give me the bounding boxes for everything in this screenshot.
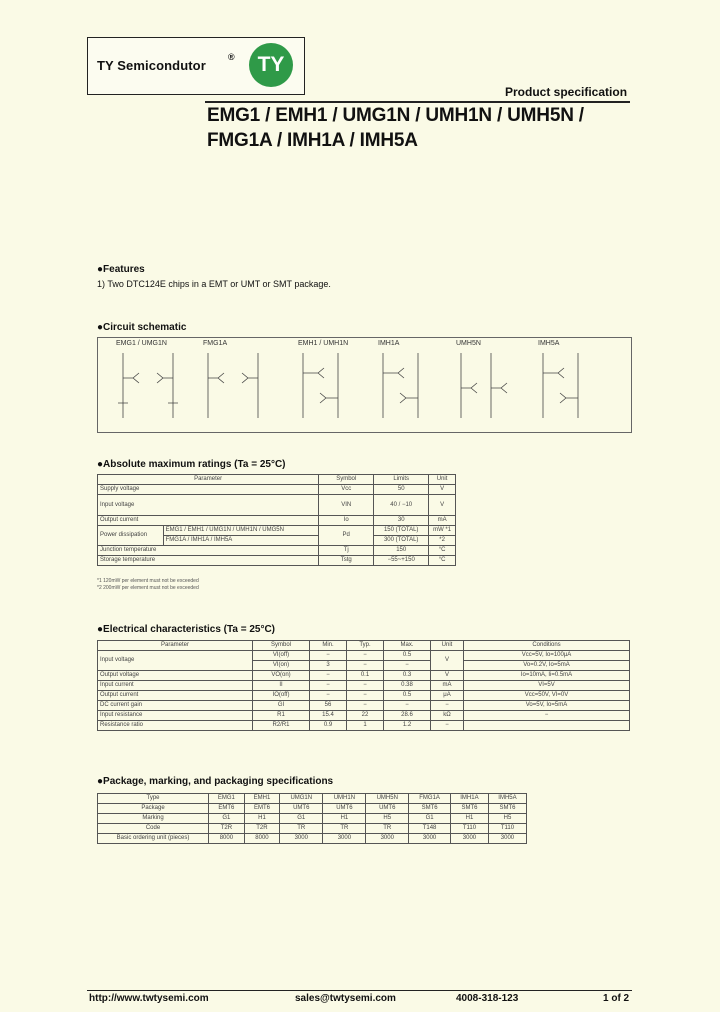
table-cell: R2/R1 bbox=[253, 721, 310, 731]
table-cell: Vcc bbox=[319, 485, 374, 495]
table-cell: TR bbox=[366, 824, 409, 834]
table-cell: − bbox=[384, 701, 431, 711]
table-row bbox=[98, 671, 630, 681]
table-header: Symbol bbox=[319, 475, 374, 485]
table-cell: Io=10mA, Ii=0.5mA bbox=[464, 671, 630, 681]
table-row bbox=[98, 556, 456, 566]
table-cell: 22 bbox=[347, 711, 384, 721]
table-cell: H5 bbox=[366, 814, 409, 824]
table-cell: 1.2 bbox=[384, 721, 431, 731]
table-cell: EMT6 bbox=[244, 804, 279, 814]
table-cell: − bbox=[347, 661, 384, 671]
transistor-pair-5 bbox=[461, 353, 507, 418]
schem-label: IMH1A bbox=[378, 340, 400, 347]
table-cell: VI(on) bbox=[253, 661, 310, 671]
table-cell: SMT6 bbox=[409, 804, 451, 814]
table-cell: H1 bbox=[244, 814, 279, 824]
table-cell: Tj bbox=[319, 546, 374, 556]
table-cell: Vo=5V, Io=5mA bbox=[464, 701, 630, 711]
table-row bbox=[98, 794, 527, 804]
table-row bbox=[98, 526, 456, 536]
table-cell: EMH1 bbox=[244, 794, 279, 804]
table-row bbox=[98, 681, 630, 691]
table-row bbox=[98, 721, 630, 731]
table-cell: 8000 bbox=[244, 834, 279, 844]
table-cell: VIN bbox=[319, 495, 374, 516]
table-cell: EMG1 bbox=[209, 794, 245, 804]
table-row bbox=[98, 495, 456, 516]
table-cell: μA bbox=[431, 691, 464, 701]
table-cell: − bbox=[347, 651, 384, 661]
table-cell: − bbox=[347, 691, 384, 701]
table-header: Unit bbox=[431, 641, 464, 651]
table-cell: 3000 bbox=[450, 834, 488, 844]
page-title-line2: FMG1A / IMH1A / IMH5A bbox=[207, 130, 418, 151]
table-cell: T148 bbox=[409, 824, 451, 834]
table-header: Conditions bbox=[464, 641, 630, 651]
table-cell bbox=[464, 721, 630, 731]
table-header: Limits bbox=[374, 475, 429, 485]
table-cell: Basic ordering unit (pieces) bbox=[98, 834, 209, 844]
circuit-schematic bbox=[97, 337, 632, 433]
table-row bbox=[98, 701, 630, 711]
table-cell: Input resistance bbox=[98, 711, 253, 721]
pkg-table bbox=[97, 793, 527, 844]
table-cell: 150 (TOTAL) bbox=[374, 526, 429, 536]
table-cell: °C bbox=[429, 556, 456, 566]
schem-label: FMG1A bbox=[203, 340, 228, 347]
header-divider bbox=[205, 101, 630, 103]
table-cell: Vcc=50V, VI=0V bbox=[464, 691, 630, 701]
table-cell: 50 bbox=[374, 485, 429, 495]
table-cell: 0.9 bbox=[310, 721, 347, 731]
company-name: TY Semicondutor bbox=[97, 58, 206, 73]
table-cell: Type bbox=[98, 794, 209, 804]
table-header-row bbox=[98, 475, 456, 485]
table-cell: Pd bbox=[319, 526, 374, 546]
table-cell: 3000 bbox=[409, 834, 451, 844]
table-cell: − bbox=[347, 681, 384, 691]
ty-logo-icon: TY bbox=[249, 43, 293, 87]
table-cell: *2 bbox=[429, 536, 456, 546]
table-header: Min. bbox=[310, 641, 347, 651]
table-cell: UMH5N bbox=[366, 794, 409, 804]
table-row bbox=[98, 516, 456, 526]
table-cell: − bbox=[347, 701, 384, 711]
table-cell: H1 bbox=[450, 814, 488, 824]
table-cell: 0.3 bbox=[384, 671, 431, 681]
table-cell: EMT6 bbox=[209, 804, 245, 814]
table-cell: 30 bbox=[374, 516, 429, 526]
schem-label: UMH5N bbox=[456, 340, 481, 347]
table-cell: °C bbox=[429, 546, 456, 556]
table-cell: DC current gain bbox=[98, 701, 253, 711]
table-cell: 0.38 bbox=[384, 681, 431, 691]
footer-divider bbox=[87, 990, 632, 991]
table-cell: Vo=0.2V, Io=5mA bbox=[464, 661, 630, 671]
abs-max-table bbox=[97, 474, 456, 566]
table-cell: V bbox=[429, 485, 456, 495]
table-cell: IMH1A bbox=[450, 794, 488, 804]
table-cell: 8000 bbox=[209, 834, 245, 844]
table-cell: IO(off) bbox=[253, 691, 310, 701]
table-cell: 3000 bbox=[488, 834, 526, 844]
registered-mark: ® bbox=[228, 52, 235, 62]
table-cell: VI(off) bbox=[253, 651, 310, 661]
table-cell: 56 bbox=[310, 701, 347, 711]
abs-max-note: *2 200mW per element must not be exceeded bbox=[97, 585, 199, 591]
table-cell: Input current bbox=[98, 681, 253, 691]
table-cell: − bbox=[464, 711, 630, 721]
table-cell: SMT6 bbox=[488, 804, 526, 814]
table-cell: mW *1 bbox=[429, 526, 456, 536]
table-cell: mA bbox=[431, 681, 464, 691]
table-cell: 3000 bbox=[366, 834, 409, 844]
table-row bbox=[98, 824, 527, 834]
table-cell: H1 bbox=[323, 814, 366, 824]
doc-type: Product specification bbox=[505, 85, 628, 99]
table-cell: T110 bbox=[450, 824, 488, 834]
table-cell: Junction temperature bbox=[98, 546, 319, 556]
table-cell: G1 bbox=[280, 814, 323, 824]
table-cell: Power dissipation bbox=[98, 526, 164, 546]
table-cell: Package bbox=[98, 804, 209, 814]
table-cell: kΩ bbox=[431, 711, 464, 721]
features-heading: ●Features bbox=[97, 264, 145, 275]
table-cell: SMT6 bbox=[450, 804, 488, 814]
table-header: Parameter bbox=[98, 475, 319, 485]
table-cell: 3 bbox=[310, 661, 347, 671]
page-title-line1: EMG1 / EMH1 / UMG1N / UMH1N / UMH5N / bbox=[207, 105, 584, 126]
table-cell: − bbox=[310, 691, 347, 701]
table-cell: UMG1N bbox=[280, 794, 323, 804]
table-cell: − bbox=[384, 661, 431, 671]
table-cell: T2R bbox=[209, 824, 245, 834]
footer-phone: 4008-318-123 bbox=[456, 993, 519, 1004]
table-cell: Output voltage bbox=[98, 671, 253, 681]
table-cell: 1 bbox=[347, 721, 384, 731]
table-cell: 40 / −10 bbox=[374, 495, 429, 516]
table-cell: Input voltage bbox=[98, 495, 319, 516]
footer-url[interactable]: http://www.twtysemi.com bbox=[89, 993, 209, 1004]
schematic-drawing bbox=[98, 348, 631, 432]
table-header: Max. bbox=[384, 641, 431, 651]
table-cell: V bbox=[431, 651, 464, 671]
table-cell: Tstg bbox=[319, 556, 374, 566]
table-cell: Supply voltage bbox=[98, 485, 319, 495]
table-header: Symbol bbox=[253, 641, 310, 651]
elec-heading: ●Electrical characteristics (Ta = 25°C) bbox=[97, 624, 275, 635]
table-cell: V bbox=[429, 495, 456, 516]
table-cell: 3000 bbox=[323, 834, 366, 844]
features-item: 1) Two DTC124E chips in a EMT or UMT or SMT package. bbox=[97, 279, 331, 289]
table-cell: Marking bbox=[98, 814, 209, 824]
schem-label: IMH5A bbox=[538, 340, 560, 347]
abs-max-heading: ●Absolute maximum ratings (Ta = 25°C) bbox=[97, 459, 286, 470]
table-cell: Input voltage bbox=[98, 651, 253, 671]
schematic-heading: ●Circuit schematic bbox=[97, 322, 187, 333]
abs-max-note: *1 120mW per element must not be exceeded bbox=[97, 578, 199, 584]
table-cell: Storage temperature bbox=[98, 556, 319, 566]
table-cell: Io bbox=[319, 516, 374, 526]
transistor-pair-1 bbox=[118, 353, 178, 418]
table-cell: TR bbox=[280, 824, 323, 834]
table-cell: − bbox=[431, 701, 464, 711]
table-cell: 150 bbox=[374, 546, 429, 556]
pkg-heading: ●Package, marking, and packaging specifications bbox=[97, 776, 334, 787]
table-cell: VO(on) bbox=[253, 671, 310, 681]
table-cell: 3000 bbox=[280, 834, 323, 844]
table-cell: EMG1 / EMH1 / UMG1N / UMH1N / UMG5N bbox=[163, 526, 319, 536]
table-cell: Resistance ratio bbox=[98, 721, 253, 731]
table-cell: 0.1 bbox=[347, 671, 384, 681]
table-cell: IMH5A bbox=[488, 794, 526, 804]
table-cell: 0.5 bbox=[384, 651, 431, 661]
table-cell: FMG1A / IMH1A / IMH5A bbox=[163, 536, 319, 546]
table-header: Unit bbox=[429, 475, 456, 485]
table-row bbox=[98, 485, 456, 495]
table-cell: Vcc=5V, Io=100μA bbox=[464, 651, 630, 661]
table-row bbox=[98, 711, 630, 721]
table-cell: TR bbox=[323, 824, 366, 834]
transistor-pair-6 bbox=[543, 353, 578, 418]
table-cell: Output current bbox=[98, 691, 253, 701]
table-cell: 28.6 bbox=[384, 711, 431, 721]
table-row bbox=[98, 546, 456, 556]
table-row bbox=[98, 834, 527, 844]
table-row bbox=[98, 651, 630, 661]
table-cell: VI=5V bbox=[464, 681, 630, 691]
table-row bbox=[98, 814, 527, 824]
table-cell: UMT6 bbox=[280, 804, 323, 814]
table-cell: G1 bbox=[209, 814, 245, 824]
table-cell: − bbox=[310, 651, 347, 661]
table-cell: UMT6 bbox=[366, 804, 409, 814]
table-header-row bbox=[98, 641, 630, 651]
table-row bbox=[98, 804, 527, 814]
table-cell: 300 (TOTAL) bbox=[374, 536, 429, 546]
table-cell: T2R bbox=[244, 824, 279, 834]
table-cell: UMH1N bbox=[323, 794, 366, 804]
table-row bbox=[98, 691, 630, 701]
table-cell: − bbox=[431, 721, 464, 731]
table-cell: GI bbox=[253, 701, 310, 711]
table-cell: UMT6 bbox=[323, 804, 366, 814]
table-cell: 15.4 bbox=[310, 711, 347, 721]
table-cell: II bbox=[253, 681, 310, 691]
transistor-pair-3 bbox=[303, 353, 338, 418]
table-header: Parameter bbox=[98, 641, 253, 651]
transistor-pair-4 bbox=[383, 353, 418, 418]
transistor-pair-2 bbox=[208, 353, 258, 418]
table-cell: Code bbox=[98, 824, 209, 834]
table-cell: −55~+150 bbox=[374, 556, 429, 566]
table-cell: H5 bbox=[488, 814, 526, 824]
table-cell: V bbox=[431, 671, 464, 681]
table-cell: Output current bbox=[98, 516, 319, 526]
table-header: Typ. bbox=[347, 641, 384, 651]
table-cell: − bbox=[310, 671, 347, 681]
table-cell: T110 bbox=[488, 824, 526, 834]
table-cell: R1 bbox=[253, 711, 310, 721]
table-cell: 0.5 bbox=[384, 691, 431, 701]
table-cell: − bbox=[310, 681, 347, 691]
schem-label: EMH1 / UMH1N bbox=[298, 340, 349, 347]
footer-email[interactable]: sales@twtysemi.com bbox=[295, 993, 396, 1004]
elec-table bbox=[97, 640, 630, 731]
table-cell: FMG1A bbox=[409, 794, 451, 804]
page-number: 1 of 2 bbox=[603, 993, 630, 1004]
schem-label: EMG1 / UMG1N bbox=[116, 340, 167, 347]
table-cell: G1 bbox=[409, 814, 451, 824]
table-cell: mA bbox=[429, 516, 456, 526]
